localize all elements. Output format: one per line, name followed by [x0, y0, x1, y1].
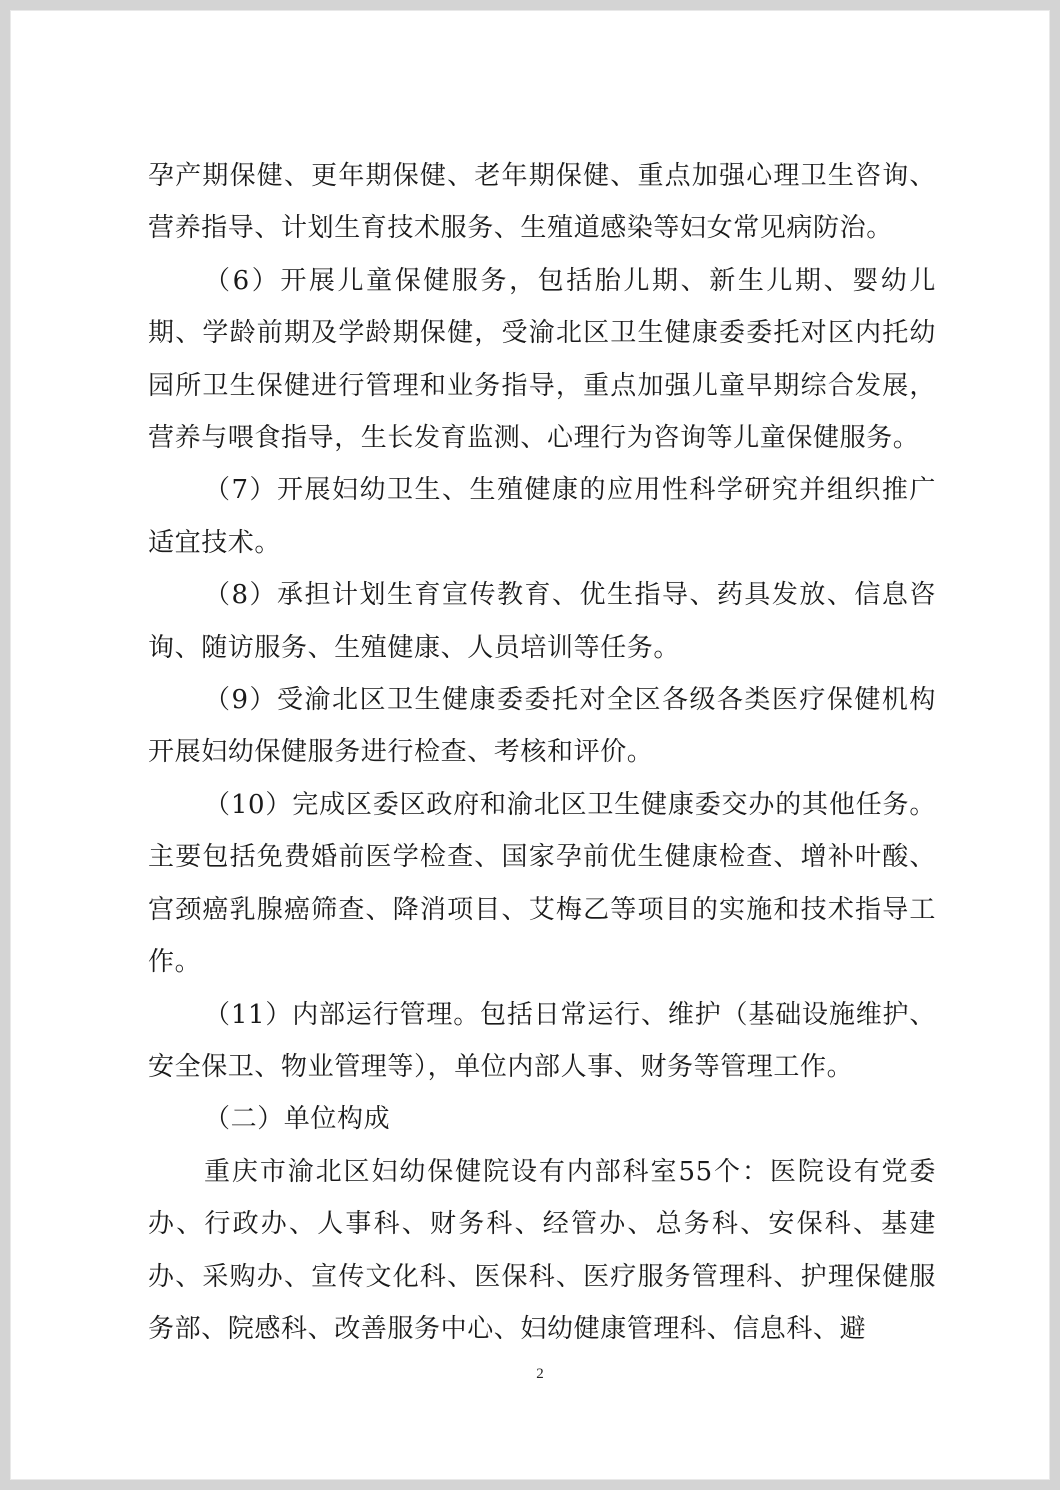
- paragraph-item-8: （8）承担计划生育宣传教育、优生指导、药具发放、信息咨询、随访服务、生殖健康、人员培训等任务。: [148, 580, 936, 663]
- paragraph-item-7: （7）开展妇幼卫生、生殖健康的应用性科学研究并组织推广适宜技术。: [148, 475, 936, 558]
- paragraph-item-6: （6）开展儿童保健服务，包括胎儿期、新生儿期、婴幼儿期、学龄前期及学龄期保健，受渝北区卫生健康委委托对区内托幼园所卫生保健进行管理和业务指导，重点加强儿童早期综合发展，营养与喂食指导，生长发育监测、心理行为咨询等儿童保健服务。: [148, 265, 936, 454]
- paragraph-continuation: 孕产期保健、更年期保健、老年期保健、重点加强心理卫生咨询、营养指导、计划生育技术服务、生殖道感染等妇女常见病防治。: [148, 161, 936, 244]
- section-heading-unit-composition: （二）单位构成: [204, 1104, 391, 1135]
- paragraph-item-11: （11）内部运行管理。包括日常运行、维护（基础设施维护、安全保卫、物业管理等），单位内部人事、财务等管理工作。: [148, 999, 936, 1082]
- page-number: 2: [536, 1366, 544, 1382]
- document-body: [148, 150, 936, 1355]
- paragraph-item-10: （10）完成区委区政府和渝北区卫生健康委交办的其他任务。主要包括免费婚前医学检查、国家孕前优生健康检查、增补叶酸、宫颈癌乳腺癌筛查、降消项目、艾梅乙等项目的实施和技术指导工作。: [148, 789, 936, 978]
- paragraph-unit-composition: 重庆市渝北区妇幼保健院设有内部科室55个：医院设有党委办、行政办、人事科、财务科、经管办、总务科、安保科、基建办、采购办、宣传文化科、医保科、医疗服务管理科、护理保健服务部、院感科、改善服务中心、妇幼健康管理科、信息科、避: [148, 1156, 936, 1344]
- paragraph-item-9: （9）受渝北区卫生健康委委托对全区各级各类医疗保健机构开展妇幼保健服务进行检查、考核和评价。: [148, 685, 936, 768]
